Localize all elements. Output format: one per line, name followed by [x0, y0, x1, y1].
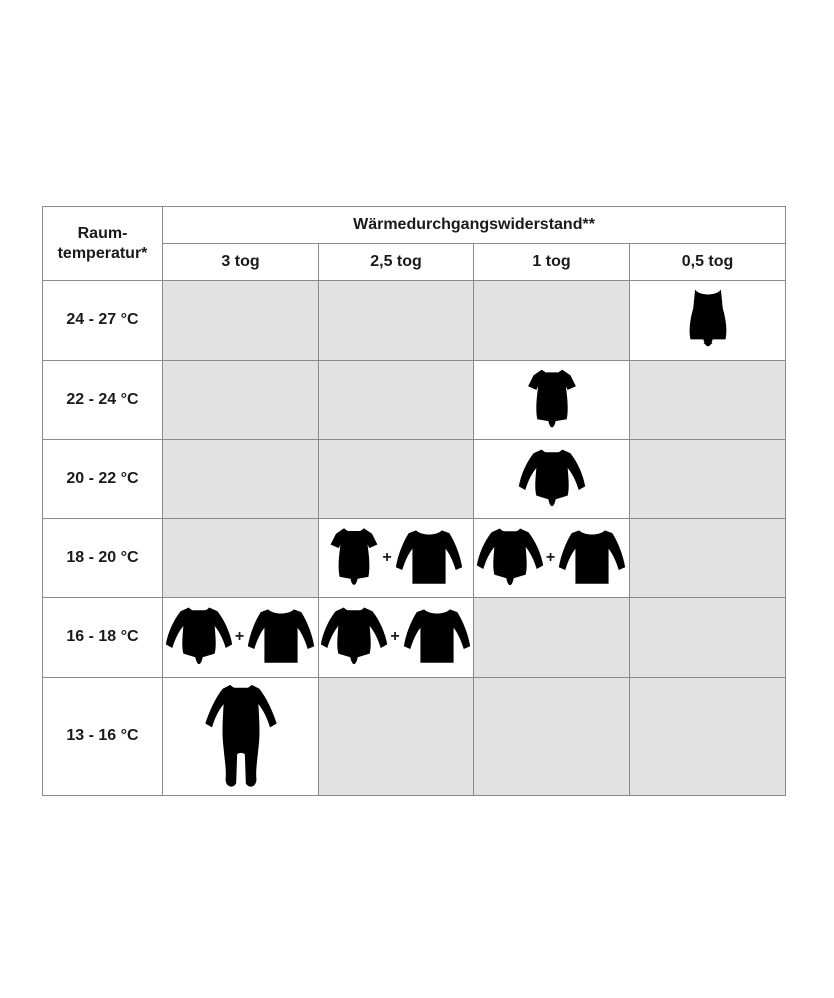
table-row — [43, 281, 786, 360]
empty-cell — [319, 360, 474, 439]
footed-sleepsuit-icon — [203, 681, 279, 791]
plus-sign: + — [382, 549, 392, 567]
cardigan-icon — [401, 602, 473, 672]
table-row — [43, 598, 786, 677]
short-sleeve-bodysuit-icon — [524, 366, 580, 434]
cardigan-icon — [245, 602, 317, 672]
row-label: 22 - 24 °C — [43, 360, 163, 439]
column-header-3-tog: 3 tog — [163, 244, 319, 281]
plus-sign: + — [234, 628, 245, 646]
empty-cell — [163, 519, 319, 598]
cardigan-icon — [556, 523, 628, 593]
long-sleeve-bodysuit-icon — [164, 602, 234, 672]
sleeveless-bodysuit-icon — [685, 287, 731, 353]
plus-sign: + — [390, 628, 400, 646]
empty-cell — [630, 677, 786, 795]
empty-cell — [630, 598, 786, 677]
row-label: 24 - 27 °C — [43, 281, 163, 360]
empty-cell — [319, 677, 474, 795]
tog-table — [42, 206, 786, 796]
clothing-cell — [630, 281, 786, 360]
table-row — [43, 677, 786, 795]
long-sleeve-bodysuit-icon — [319, 602, 389, 672]
row-label: 13 - 16 °C — [43, 677, 163, 795]
column-header-1-tog: 1 tog — [474, 244, 630, 281]
thermal-resistance-header: Wärmedurchgangswiderstand** — [163, 207, 786, 244]
plus-sign: + — [545, 549, 556, 567]
cardigan-icon — [393, 523, 465, 593]
empty-cell — [163, 281, 319, 360]
empty-cell — [630, 439, 786, 518]
clothing-cell — [319, 519, 474, 598]
short-sleeve-bodysuit-icon — [327, 524, 381, 592]
empty-cell — [630, 519, 786, 598]
table-row — [43, 439, 786, 518]
empty-cell — [163, 439, 319, 518]
empty-cell — [163, 360, 319, 439]
table-row — [43, 519, 786, 598]
row-label: 16 - 18 °C — [43, 598, 163, 677]
room-temperature-header-line1: Raum- — [77, 224, 128, 242]
empty-cell — [474, 677, 630, 795]
empty-cell — [319, 439, 474, 518]
empty-cell — [319, 281, 474, 360]
clothing-cell — [474, 360, 630, 439]
empty-cell — [630, 360, 786, 439]
column-header-2-5-tog: 2,5 tog — [319, 244, 474, 281]
clothing-cell — [474, 519, 630, 598]
column-header-0-5-tog: 0,5 tog — [630, 244, 786, 281]
long-sleeve-bodysuit-icon — [475, 523, 545, 593]
long-sleeve-bodysuit-icon — [517, 444, 587, 514]
room-temperature-header-line2: temperatur* — [57, 244, 148, 262]
clothing-cell — [163, 598, 319, 677]
empty-cell — [474, 281, 630, 360]
empty-cell — [474, 598, 630, 677]
clothing-cell — [163, 677, 319, 795]
clothing-cell — [319, 598, 474, 677]
table-row — [43, 360, 786, 439]
clothing-cell — [474, 439, 630, 518]
tog-clothing-chart — [42, 206, 785, 796]
row-label: 20 - 22 °C — [43, 439, 163, 518]
room-temperature-header — [43, 207, 163, 281]
row-label: 18 - 20 °C — [43, 519, 163, 598]
